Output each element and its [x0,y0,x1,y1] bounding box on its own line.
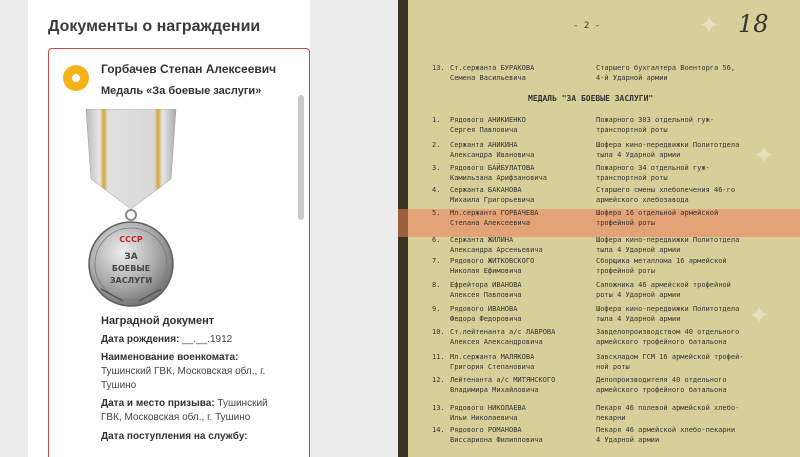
highlighted-document-row [398,209,800,237]
awards-panel [28,0,310,457]
row-name1: Рядового РОМАНОВА [450,426,522,434]
section-heading: МЕДАЛЬ "ЗА БОЕВЫЕ ЗАСЛУГИ" [528,94,654,103]
row-unit2: трофейной роты [596,219,656,227]
row-name2: Григория Степановича [450,363,535,371]
row-name1: Рядового НИКОЛАЕВА [450,404,526,412]
row-name1: Рядового ЖИТКОВСКОГО [450,257,535,265]
award-logo-icon [63,65,89,91]
row-num: 6. [432,236,441,244]
row-unit2: 4-й Ударной армии [596,74,668,82]
row-name2: Александра Арсеньевича [450,246,543,254]
document-row [432,64,792,92]
row-num: 14. [432,426,445,434]
row-unit1: Пожарного 303 отдельной гуж- [596,116,715,124]
award-card [48,48,310,457]
row-name1: Сержанта ЖИЛИНА [450,236,514,244]
row-unit2: тыла 4 Ударной армии [596,315,681,323]
row-unit1: Пожарного 34 отдельной гуж- [596,164,710,172]
watermark-star-icon: ✦ [748,300,770,330]
document-scan[interactable] [398,0,800,457]
row-unit1: Старшего бухгалтера Военторга 56, [596,64,736,72]
row-name2: Владимира Михайловича [450,386,539,394]
row-num: 10. [432,328,445,336]
row-num: 9. [432,305,441,313]
row-name2: Федора Федоровича [450,315,522,323]
birth-field [101,333,291,347]
panel-title: Документы о награждении [48,18,261,35]
row-name1: Мл.сержанта ГОРБАЧЕВА [450,209,539,217]
row-num: 3. [432,164,441,172]
row-num: 12. [432,376,445,384]
row-name2: Виссариона Филипповича [450,436,543,444]
row-name2: Алексея Александровича [450,338,543,346]
row-name2: Алексея Павловича [450,291,522,299]
row-unit1: Сборщика металлома 16 армейской [596,257,727,265]
row-unit1: Старшего смены хлебопечения 46-го [596,186,736,194]
row-unit1: Сапожника 46 армейской трофейной [596,281,731,289]
medal-image [71,109,191,334]
row-name2: Михаила Григорьевича [450,196,535,204]
row-num: 8. [432,281,441,289]
birth-label: Дата рождения: [101,334,180,345]
row-name1: Ст.лейтенанта а/с ЛАВРОВА [450,328,556,336]
row-name1: Лейтенанта а/с МИТЯНСКОГО [450,376,556,384]
row-unit2: транспортной роты [596,126,668,134]
page-number: - 2 - [573,21,601,31]
row-name1: Ефрейтора ИВАНОВА [450,281,522,289]
row-unit2: тыла 4 Ударной армии [596,246,681,254]
row-name2: Николая Ефимовича [450,267,522,275]
row-unit2: тыла 4 Ударной армии [596,151,681,159]
award-name[interactable]: Медаль «За боевые заслуги» [101,85,262,97]
row-name1: Рядового БАЙБУЛАТОВА [450,164,535,172]
row-unit1: Шофера кино-передвижки Политотдела [596,305,740,313]
row-name2: Сергея Павловича [450,126,518,134]
row-unit2: ной роты [596,363,630,371]
row-num: 7. [432,257,441,265]
row-unit2: армейского трофейного батальона [596,386,727,394]
row-unit1: Шофера 16 отдельной армейской [596,209,719,217]
svg-text:ЗАСЛУГИ: ЗАСЛУГИ [109,276,153,285]
row-unit1: Завделопроизводством 40 отдельного [596,328,740,336]
row-num: 1. [432,116,441,124]
row-unit2: роты 4 Ударной армии [596,291,681,299]
row-num: 2. [432,141,441,149]
service-label: Дата поступления на службу: [101,431,248,442]
row-unit2: 4 Ударной армии [596,436,660,444]
watermark-star-icon: ✦ [698,10,720,40]
row-unit1: Шофера кино-передвижки Политотдела [596,141,740,149]
conscription-field [101,397,291,425]
row-name1: Мл.сержанта МАЛЯКОВА [450,353,535,361]
row-name2: Александра Ивановича [450,151,535,159]
watermark-star-icon: ✦ [753,140,775,170]
row-unit2: армейского трофейного батальона [596,338,727,346]
card-scrollbar[interactable] [298,95,304,220]
row-num: 11. [432,353,445,361]
row-unit2: пекарни [596,414,626,422]
row-num: 13. [432,404,445,412]
svg-text:ЗА: ЗА [124,252,138,262]
row-name1: Ст.сержанта БУРАКОВА [450,64,535,72]
row-unit2: армейского хлебозавода [596,196,689,204]
person-name[interactable]: Горбачев Степан Алексеевич [101,62,277,76]
row-name2: Камильзана Арифзановича [450,174,547,182]
row-name1: Сержанта БАКАНОВА [450,186,522,194]
row-unit1: Делопроизводителя 40 отдельного [596,376,727,384]
row-unit1: Пекаря 46 армейской хлебо-пекарни [596,426,736,434]
commissariat-field [101,351,291,393]
document-row [432,426,792,454]
row-num: 13. [432,64,445,72]
row-num: 5. [432,209,441,217]
birth-value: __.__.1912 [182,334,233,345]
row-unit1: Шофера кино-передвижки Политотдела [596,236,740,244]
row-unit2: транспортной роты [596,174,668,182]
conscription-value: Тушинский ГВК, Московская обл., г. Тушино [101,398,268,423]
document-row [432,116,792,144]
commissariat-value: Тушинский ГВК, Московская обл., г. Тушино [101,366,266,391]
row-name2: Ильи Николаевича [450,414,518,422]
row-unit2: трофейной роты [596,267,656,275]
row-num: 4. [432,186,441,194]
row-name2: Семена Васильевича [450,74,526,82]
row-unit1: Пекаря 46 полевой армейской хлебо- [596,404,740,412]
award-doc-heading: Наградной документ [101,315,215,327]
handwritten-number: 18 [738,10,769,38]
row-name1: Сержанта АНИКИНА [450,141,518,149]
svg-text:СССР: СССР [119,235,143,244]
row-name2: Степана Алексеевича [450,219,531,227]
row-name1: Рядового ИВАНОВА [450,305,518,313]
service-field [101,430,291,444]
row-unit1: Завскладом ГСМ 16 армейской трофей- [596,353,744,361]
svg-text:БОЕВЫЕ: БОЕВЫЕ [111,264,151,273]
conscription-label: Дата и место призыва: [101,398,215,409]
document-row [432,376,792,404]
commissariat-label: Наименование военкомата: [101,352,239,363]
row-name1: Рядового АНИКИЕНКО [450,116,526,124]
document-row [432,328,792,356]
